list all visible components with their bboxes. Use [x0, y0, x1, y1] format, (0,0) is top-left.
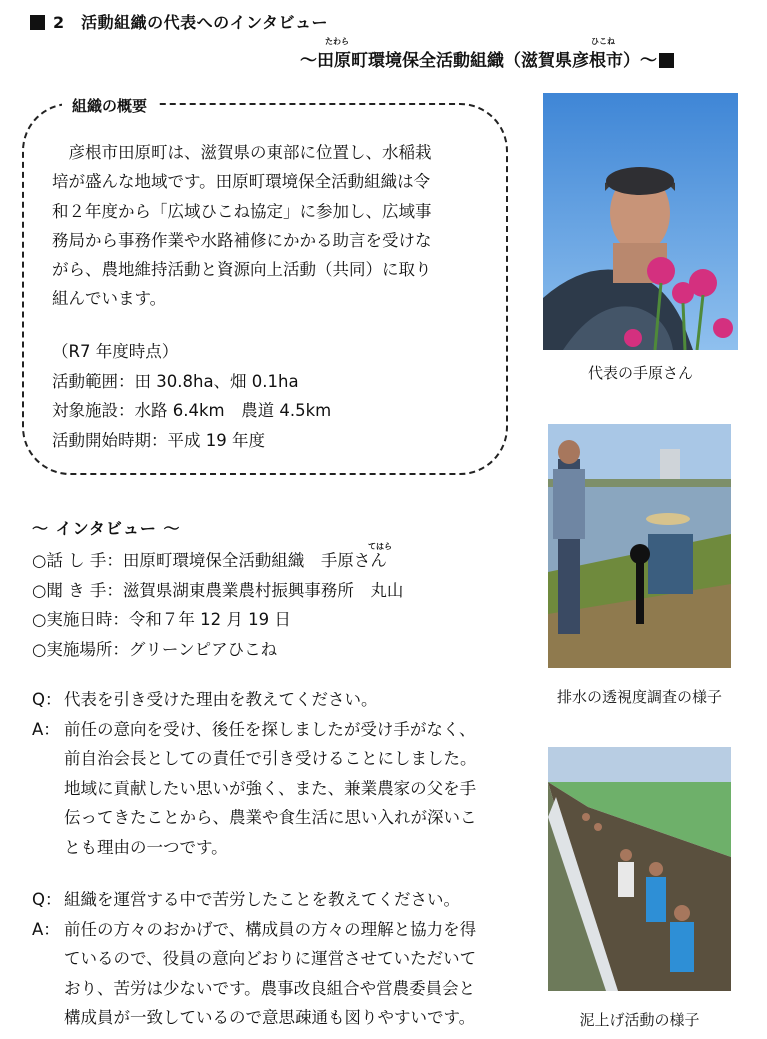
- photo-mud-removal: [548, 747, 731, 991]
- photo-transparency-survey: [548, 424, 731, 668]
- black-square-icon: [30, 15, 45, 30]
- interview-place: ○実施場所：グリーンピアひこね: [32, 639, 278, 659]
- photo-caption-2: 排水の透視度調査の様子: [556, 688, 722, 706]
- overview-label: 組織の概要: [62, 95, 157, 116]
- interview-heading: ～ インタビュー ～: [32, 519, 181, 538]
- question-1: Q： 代表を引き受けた理由を教えてください。: [32, 690, 378, 709]
- section-subtitle: ～田原町環境保全活動組織（滋賀県彦根市）～: [300, 46, 674, 71]
- ruby-tehara: てはら: [368, 542, 392, 551]
- answer-2: A： 前任の方々のおかげで、構成員の方々の理解と協力を得: [32, 919, 477, 939]
- speaker: ○話 し 手：田原町環境保全活動組織 手原さん: [32, 551, 387, 570]
- section-title: 2 活動組織の代表へのインタビュー: [30, 10, 328, 33]
- interview-meta: [32, 546, 403, 664]
- activity-scope: 活動範囲：田 30.8ha、畑 0.1ha: [52, 371, 299, 391]
- answer-1: A： 前任の意向を受け、後任を探しましたが受け手がなく、: [32, 719, 476, 739]
- qa-block-1: Q： 代表を引き受けた理由を教えてください。 A： 前任の意向を受け、後任を探しましたが受け手がなく、 前自治会長としての責任で引き受けることにしました。 地域に貢献したい思いが強く、また、兼業農家の父を手 伝ってきたことから、農業や食生活に思い入れが深いこ とも理由の一つです。: [32, 685, 522, 862]
- qa-block-2: Q： 組織を運営する中で苦労したことを教えてください。 A： 前任の方々のおかげで、構成員の方々の理解と協力を得 ているので、役員の意向どおりに運営させていただいて おり、苦労は少ないです。農事改良組合や営農委員会と 構成員が一致しているので意思疎通も図りやすいです。: [32, 885, 522, 1033]
- photo-representative: [543, 93, 738, 350]
- question-2: Q： 組織を運営する中で苦労したことを教えてください。: [32, 890, 460, 909]
- overview-paragraph: 彦根市田原町は、滋賀県の東部に位置し、水稲栽 培が盛んな地域です。田原町環境保全活動組織は令 和２年度から「広域ひこね協定」に参加し、広域事 務局から事務作業や水路補修にかかる助言を受けな がら、農地維持活動と資源向上活動（共同）に取り 組んでいます。: [52, 143, 432, 309]
- photo-caption-3: 泥上げ活動の様子: [579, 1011, 700, 1029]
- target-facilities: 対象施設：水路 6.4km 農道 4.5km: [52, 401, 332, 420]
- black-square-icon: [659, 53, 674, 68]
- ruby-hikone: ひこね: [591, 37, 615, 46]
- photo-caption-1: 代表の手原さん: [587, 364, 693, 382]
- start-period: 活動開始時期：平成 19 年度: [52, 430, 265, 450]
- interview-date: ○実施日時：令和７年 12 月 19 日: [32, 610, 291, 629]
- as-of: （R7 年度時点）: [52, 342, 179, 361]
- overview-info: [52, 337, 331, 455]
- listener: ○聞 き 手：滋賀県湖東農業農村振興事務所 丸山: [32, 580, 404, 600]
- ruby-tawara: たわら: [325, 37, 349, 46]
